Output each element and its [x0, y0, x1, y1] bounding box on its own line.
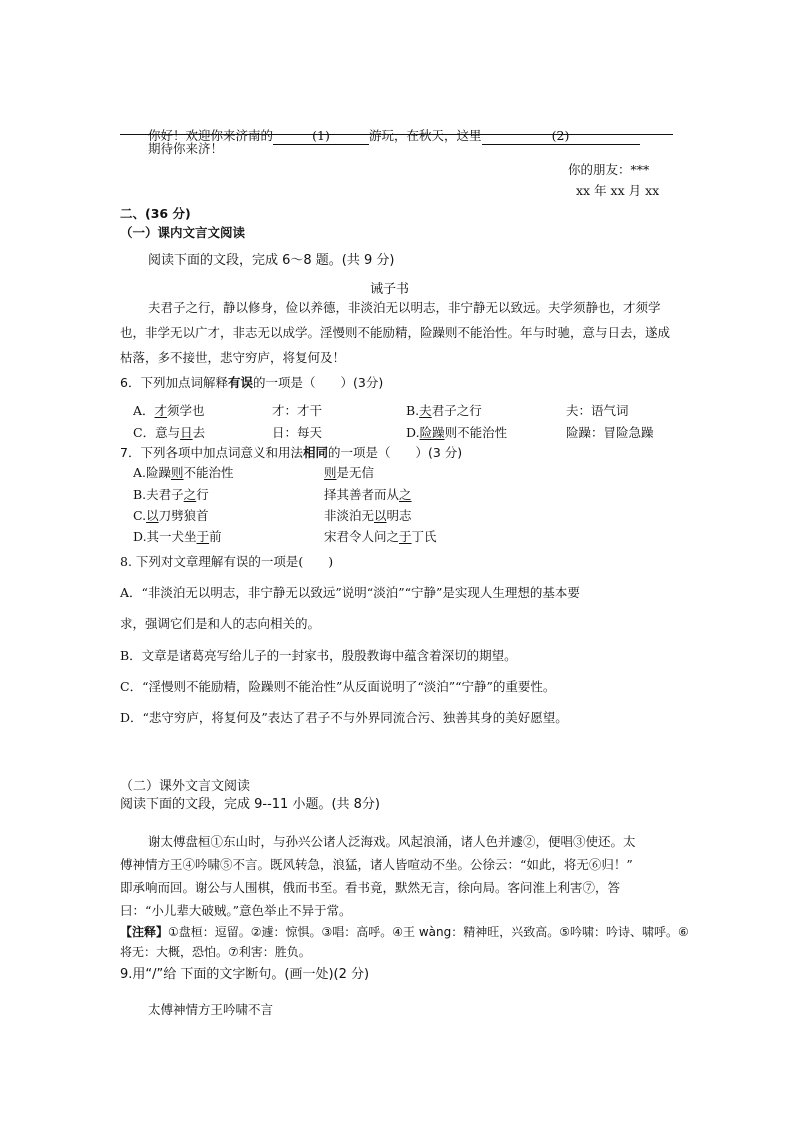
q6-option-b: B.夫君子之行 — [406, 403, 482, 418]
question-9-stem: 9.用“/”给 下面的文字断句。(画一处)(2 分) — [120, 967, 370, 982]
q7-option-b-left: B.夫君子之行 — [133, 487, 209, 502]
passage2-line-2: 傅神情方王④吟啸⑤不言。既风转急，浪猛，诸人皆喧动不坐。公徐云：“如此，将无⑥归！” — [120, 857, 633, 872]
passage2-line-3: 即承响而回。谢公与人围棋，俄而书至。看书竟，默然无言，徐向局。客问淮上利害⑦，答 — [120, 880, 621, 895]
q7-option-a-right: 则是无信 — [324, 465, 375, 480]
letter-line-1: 你好！欢迎你来济南的 (1) 游玩，在秋天，这里 (2) — [148, 128, 640, 145]
q6-option-a: A．才须学也 — [133, 403, 205, 418]
q6-option-d: D.险躁则不能治性 — [406, 425, 508, 440]
q7-option-c-right: 非淡泊无以明志 — [324, 508, 412, 523]
q6-gloss-c: 日：每天 — [272, 425, 323, 440]
q6-gloss-a: 才：才干 — [272, 403, 323, 418]
passage-title: 诫子书 — [370, 282, 410, 297]
q6-gloss-b: 夫：语气词 — [566, 403, 629, 418]
passage2-line-4: 曰：“小儿辈大破贼。”意色举止不异于常。 — [120, 903, 352, 918]
part2-instruction: 阅读下面的文段，完成 9--11 小题。(共 8分) — [120, 797, 381, 812]
part1-instruction: 阅读下面的文段，完成 6～8 题。(共 9 分) — [148, 253, 395, 268]
q6-gloss-d: 险躁：冒险急躁 — [566, 425, 654, 440]
passage-line-2: 也，非学无以广才，非志无以成学。淫慢则不能励精，险躁则不能治性。年与时驰，意与日去，遂成 — [120, 325, 671, 340]
annotation-line-1: 【注释】①盘桓：逗留。②遽：惊惧。③唱：高呼。④王 wàng：精神旺，兴致高。⑤吟啸：吟诗、啸呼。⑥ — [120, 925, 689, 939]
blank-2: (2) — [482, 128, 640, 145]
q7-option-b-right: 择其善者而从之 — [324, 487, 412, 502]
blank-1: (1) — [273, 128, 369, 145]
passage-line-1: 夫君子之行，静以修身，俭以养德，非淡泊无以明志，非宁静无以致远。夫学须静也，才须学 — [148, 300, 661, 315]
q8-option-d: D．“悲守穷庐，将复何及”表达了君子不与外界同流合污、独善其身的美好愿望。 — [120, 710, 568, 725]
question-7-stem: 7．下列各项中加点词意义和用法相同的一项是（ ）(3 分) — [120, 445, 463, 460]
q8-option-a-line1: A．“非淡泊无以明志，非宁静无以致远”说明“淡泊”“宁静”是实现人生理想的基本要 — [120, 585, 580, 600]
letter-signature: 你的朋友：*** — [568, 162, 650, 177]
part1-title: （一）课内文言文阅读 — [120, 225, 246, 240]
q6-option-c: C．意与日去 — [133, 425, 206, 440]
passage2-line-1: 谢太傅盘桓①东山时，与孙兴公诸人泛海戏。风起浪涌，诸人色并遽②，便唱③使还。太 — [148, 834, 636, 849]
question-9-text: 太傅神情方王吟啸不言 — [148, 1002, 274, 1017]
q8-option-b: B．文章是诸葛亮写给儿子的一封家书，殷殷教诲中蕴含着深切的期望。 — [120, 648, 517, 663]
q8-option-c: C．“淫慢则不能励精，险躁则不能治性”从反面说明了“淡泊”“宁静”的重要性。 — [120, 679, 556, 694]
answer-line — [120, 134, 673, 135]
question-8-stem: 8. 下列对文章理解有误的一项是( ) — [120, 554, 334, 569]
q7-option-d-left: D.其一犬坐于前 — [133, 529, 222, 544]
question-6-stem: 6．下列加点词解释有误的一项是（ ）(3分) — [120, 375, 384, 390]
q7-option-d-right: 宋君令人问之于丁氏 — [324, 529, 437, 544]
q8-option-a-line2: 求，强调它们是和人的志向相关的。 — [120, 616, 321, 631]
annotation-line-2: 将无：大概，恐怕。⑦利害：胜负。 — [120, 945, 311, 959]
letter-date: xx 年 xx 月 xx — [576, 183, 660, 198]
letter-line-2: 期待你来济！ — [148, 141, 224, 156]
q7-option-a-left: A.险躁则不能治性 — [133, 465, 234, 480]
section-heading: 二、(36 分) — [120, 206, 191, 221]
part2-title: （二）课外文言文阅读 — [120, 779, 251, 794]
passage-line-3: 枯落，多不接世，悲守穷庐，将复何及！ — [120, 350, 346, 365]
q7-option-c-left: C.以刀劈狼首 — [133, 508, 209, 523]
